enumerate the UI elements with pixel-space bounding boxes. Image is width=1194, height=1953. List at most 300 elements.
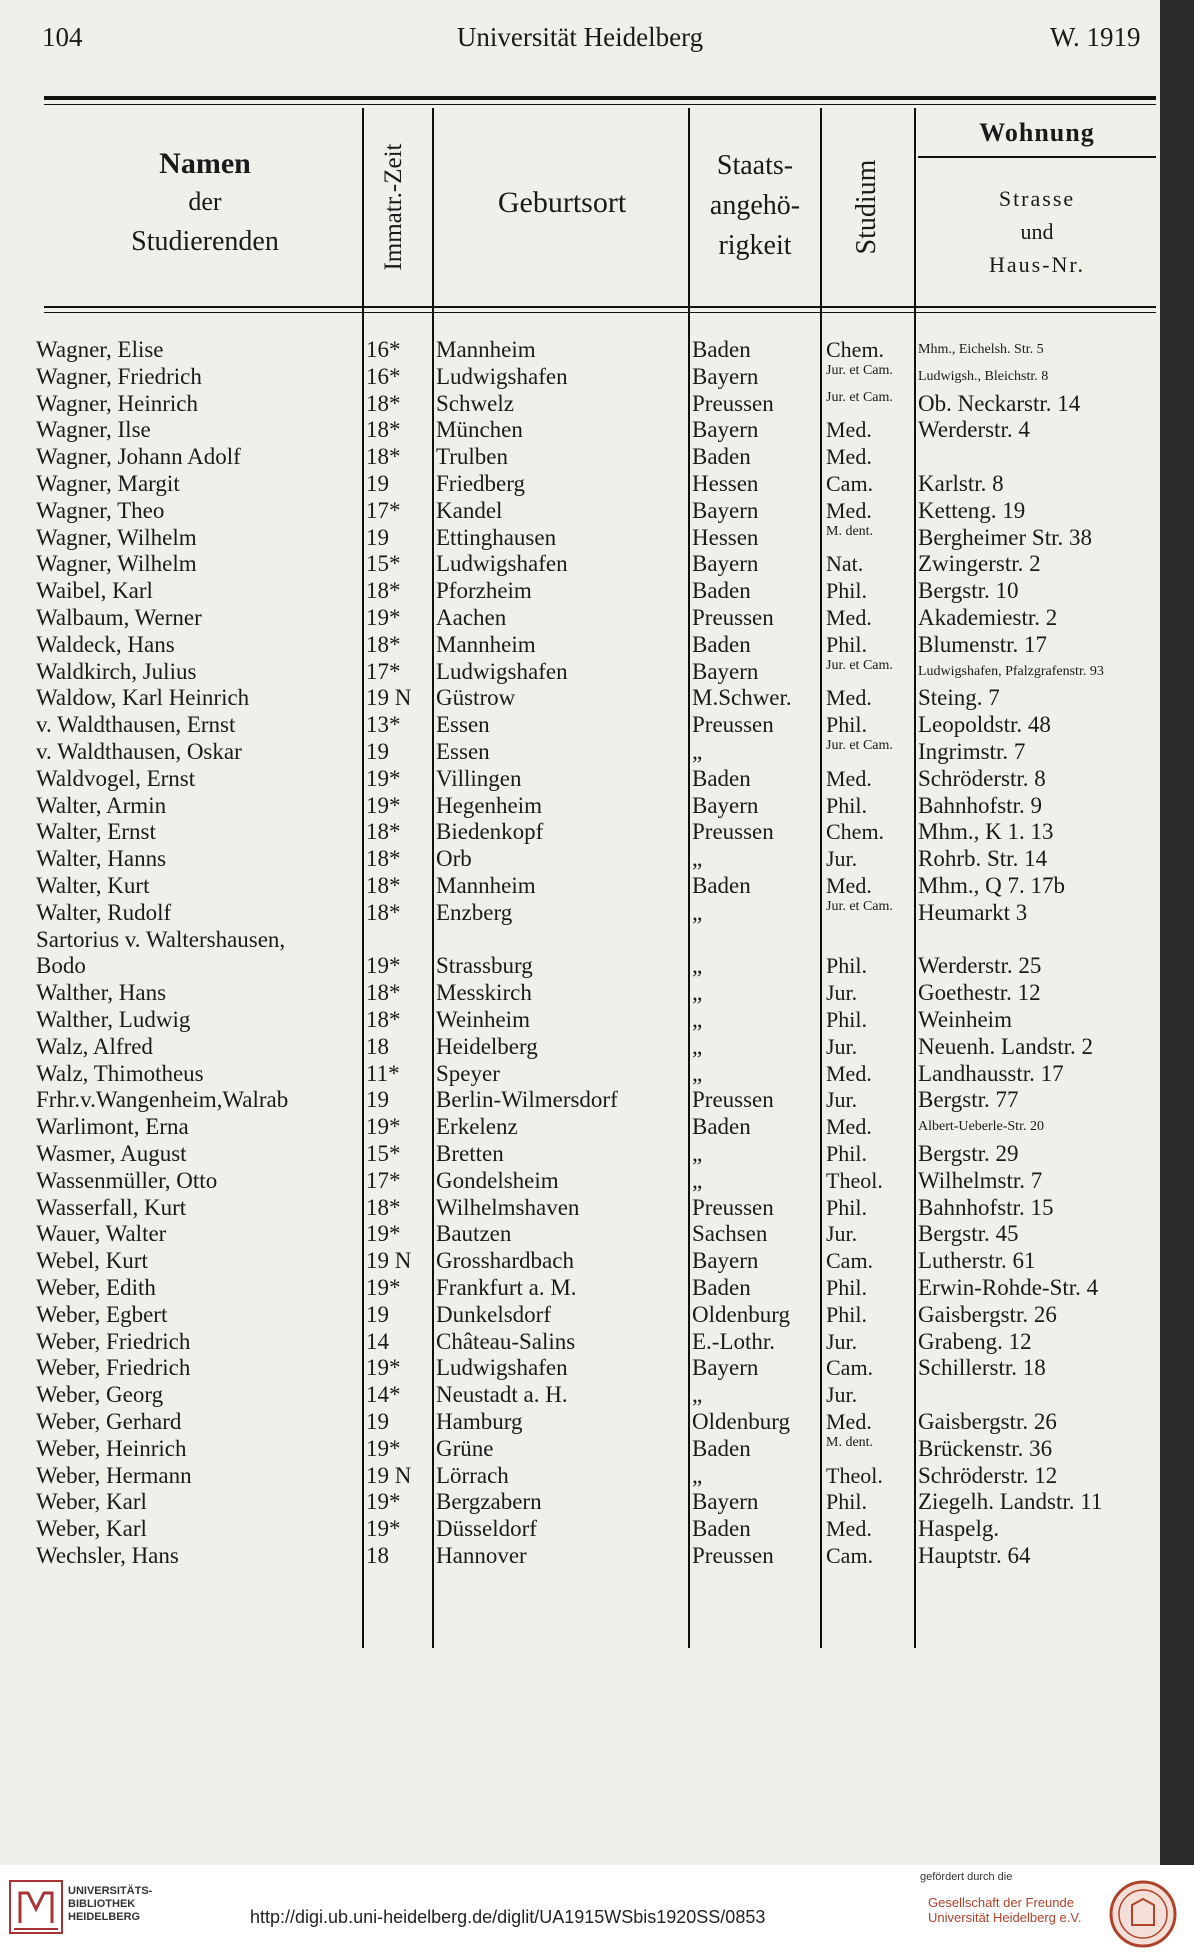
cell-studium: Med. <box>826 1060 872 1086</box>
cell-name: Walter, Ernst <box>36 819 156 845</box>
header-wohnung-sub: Strasse und Haus-Nr. <box>988 186 1086 277</box>
cell-wohnung: Mhm., Q 7. 17b <box>918 873 1065 898</box>
cell-immatr: 19 <box>366 471 389 496</box>
cell-name: Wagner, Margit <box>36 471 180 496</box>
cell-geburtsort: Strassburg <box>436 953 533 979</box>
cell-immatr: 18* <box>366 873 401 898</box>
cell-geburtsort: Friedberg <box>436 471 526 496</box>
cell-immatr: 19* <box>366 765 401 791</box>
cell-geburtsort: Enzberg <box>436 899 513 925</box>
cell-immatr: 19* <box>366 792 401 818</box>
cell-immatr: 19* <box>366 1435 401 1461</box>
cell-staat: Baden <box>692 1114 751 1140</box>
cell-wohnung: Rohrb. Str. 14 <box>918 846 1048 872</box>
cell-wohnung: Bergstr. 10 <box>918 578 1019 604</box>
cell-name: Weber, Friedrich <box>36 1355 191 1381</box>
cell-name: Wechsler, Hans <box>36 1543 179 1568</box>
header-namen: Namen der Studierenden <box>131 147 279 257</box>
cell-immatr: 19* <box>366 605 401 630</box>
source-url[interactable]: http://digi.ub.uni-heidelberg.de/diglit/UA1915WSbis1920SS/0853 <box>250 1907 766 1927</box>
cell-name: Wagner, Elise <box>36 337 164 362</box>
table-row <box>0 1329 1160 1356</box>
table-row <box>0 980 1160 1007</box>
cell-immatr: 19 N <box>366 1462 412 1488</box>
cell-name: Waibel, Karl <box>36 578 153 604</box>
header-bottom-rule <box>44 306 1156 308</box>
header-geburtsort: Geburtsort <box>497 186 627 219</box>
cell-geburtsort: Trulben <box>436 444 508 470</box>
cell-staat: Baden <box>692 873 751 898</box>
cell-studium: Med. <box>826 497 872 523</box>
cell-studium: Med. <box>826 1516 872 1542</box>
cell-wohnung: Ingrimstr. 7 <box>918 739 1026 764</box>
cell-name: Weber, Karl <box>36 1516 147 1542</box>
cell-staat: Bayern <box>692 497 759 523</box>
cell-wohnung: Goethestr. 12 <box>918 980 1041 1006</box>
cell-immatr: 18* <box>366 417 401 443</box>
table-row <box>0 632 1160 659</box>
cell-name: Wauer, Walter <box>36 1221 167 1247</box>
cell-wohnung: Mhm., Eichelsh. Str. 5 <box>918 342 1044 357</box>
table-row <box>0 846 1160 873</box>
page-number: 104 <box>42 22 83 52</box>
cell-studium: Phil. <box>826 1141 867 1166</box>
cell-staat: „ <box>692 1462 703 1488</box>
cell-staat: Baden <box>692 765 751 791</box>
cell-studium: Jur. <box>826 1221 858 1247</box>
cell-staat: Baden <box>692 337 751 362</box>
cell-geburtsort: Messkirch <box>436 980 532 1006</box>
cell-staat: Oldenburg <box>692 1301 790 1327</box>
table-row <box>0 551 1160 578</box>
cell-studium: Jur. et Cam. <box>826 738 893 753</box>
cell-immatr: 19* <box>366 1275 401 1300</box>
cell-staat: Baden <box>692 1435 751 1461</box>
cell-geburtsort: Frankfurt a. M. <box>436 1275 577 1300</box>
cell-staat: Baden <box>692 631 751 657</box>
cell-wohnung: Karlstr. 8 <box>918 471 1004 496</box>
cell-staat: Bayern <box>692 551 759 577</box>
cell-immatr: 17* <box>366 497 401 523</box>
cell-staat: „ <box>692 1060 703 1086</box>
table-row <box>0 471 1160 498</box>
cell-geburtsort: Ettinghausen <box>436 524 557 550</box>
cell-geburtsort: Bergzabern <box>436 1489 542 1515</box>
table-row <box>0 900 1160 927</box>
cell-staat: Bayern <box>692 792 759 818</box>
table-row <box>0 1007 1160 1034</box>
table-row <box>0 766 1160 793</box>
cell-wohnung: Bahnhofstr. 15 <box>918 1194 1054 1220</box>
cell-name: Waldkirch, Julius <box>36 658 197 684</box>
table-row <box>0 712 1160 739</box>
cell-studium: Cam. <box>826 1248 874 1274</box>
cell-immatr: 11* <box>366 1060 400 1086</box>
table-row <box>0 1436 1160 1463</box>
sponsor-intro: gefördert durch die <box>920 1871 1013 1883</box>
semester-label: W. 1919 <box>1050 22 1141 52</box>
library-logo-icon <box>8 1879 64 1935</box>
cell-immatr: 19* <box>366 1516 401 1542</box>
cell-studium: Jur. et Cam. <box>826 898 893 914</box>
cell-geburtsort: Gondelsheim <box>436 1167 559 1193</box>
cell-name: Wasserfall, Kurt <box>36 1194 187 1220</box>
cell-staat: „ <box>692 953 703 979</box>
cell-staat: Bayern <box>692 1489 759 1515</box>
header-studium: Studium <box>851 159 882 255</box>
cell-name: Walter, Hanns <box>36 846 167 872</box>
cell-wohnung: Ludwigsh., Bleichstr. 8 <box>918 368 1049 384</box>
cell-wohnung: Grabeng. 12 <box>918 1328 1032 1354</box>
cell-studium: Med. <box>826 1114 872 1140</box>
table-row <box>0 1355 1160 1382</box>
cell-name: Sartorius v. Waltershausen, <box>36 926 286 952</box>
cell-geburtsort: Château-Salins <box>436 1328 576 1354</box>
cell-staat: Preussen <box>692 390 774 416</box>
cell-staat: „ <box>692 980 703 1006</box>
table-top-rule <box>44 96 1156 100</box>
cell-staat: Oldenburg <box>692 1409 790 1434</box>
cell-wohnung: Neuenh. Landstr. 2 <box>918 1033 1094 1059</box>
cell-geburtsort: Ludwigshafen <box>436 363 568 389</box>
cell-wohnung: Landhausstr. 17 <box>918 1060 1064 1086</box>
cell-wohnung: Ziegelh. Landstr. 11 <box>918 1489 1103 1515</box>
cell-name: Wasmer, August <box>36 1141 187 1166</box>
cell-studium: M. dent. <box>826 1434 874 1450</box>
cell-wohnung: Erwin-Rohde-Str. 4 <box>918 1275 1099 1300</box>
cell-wohnung: Bergstr. 29 <box>918 1141 1019 1166</box>
cell-staat: „ <box>692 899 703 925</box>
cell-geburtsort: Aachen <box>436 605 507 630</box>
cell-studium: Jur. <box>826 1328 858 1354</box>
cell-name: Walther, Hans <box>36 980 167 1006</box>
cell-studium: Chem. <box>826 337 885 362</box>
table-top-rule-thin <box>44 104 1156 105</box>
cell-staat: Baden <box>692 1275 751 1300</box>
cell-name: Wagner, Friedrich <box>36 363 202 389</box>
table-row <box>0 927 1160 954</box>
cell-wohnung: Akademiestr. 2 <box>918 605 1058 630</box>
cell-name: Waldeck, Hans <box>36 631 175 657</box>
cell-geburtsort: Bretten <box>436 1141 504 1166</box>
cell-immatr: 18* <box>366 444 401 470</box>
cell-staat: Baden <box>692 444 751 470</box>
cell-geburtsort: Ludwigshafen <box>436 1355 568 1381</box>
cell-studium: Phil. <box>826 1275 867 1300</box>
cell-wohnung: Bergstr. 45 <box>918 1221 1019 1247</box>
cell-immatr: 19 <box>366 1087 389 1113</box>
table-row <box>0 1409 1160 1436</box>
cell-staat: „ <box>692 846 703 872</box>
cell-name: Walther, Ludwig <box>36 1007 191 1032</box>
table-row <box>0 578 1160 605</box>
header-staatsangehoerigkeit: Staats- angehö- rigkeit <box>709 150 801 261</box>
cell-studium: Phil. <box>826 1489 867 1515</box>
table-row <box>0 739 1160 766</box>
header-immatr-zeit: Immatr.-Zeit <box>380 143 407 271</box>
cell-studium: Jur. et Cam. <box>826 389 893 405</box>
cell-name: Weber, Gerhard <box>36 1409 182 1434</box>
cell-immatr: 18 <box>366 1033 389 1059</box>
cell-immatr: 18* <box>366 819 401 845</box>
cell-immatr: 18* <box>366 1194 401 1220</box>
table-row <box>0 1087 1160 1114</box>
cell-wohnung: Wilhelmstr. 7 <box>918 1167 1043 1193</box>
cell-name: Weber, Georg <box>36 1382 164 1408</box>
cell-immatr: 19* <box>366 1114 401 1140</box>
cell-name: v. Waldthausen, Ernst <box>36 712 236 738</box>
cell-staat: Hessen <box>692 471 759 496</box>
cell-geburtsort: Ludwigshafen <box>436 658 568 684</box>
table-row <box>0 498 1160 525</box>
cell-immatr: 19* <box>366 1489 401 1515</box>
cell-geburtsort: Erkelenz <box>436 1114 518 1140</box>
cell-geburtsort: Orb <box>436 846 472 872</box>
cell-geburtsort: Essen <box>436 712 490 738</box>
cell-staat: Bayern <box>692 658 759 684</box>
cell-immatr: 19 N <box>366 1248 412 1274</box>
running-title: Universität Heidelberg <box>456 22 704 52</box>
cell-studium: Phil. <box>826 792 867 818</box>
cell-wohnung: Ob. Neckarstr. 14 <box>918 390 1081 416</box>
cell-studium: Jur. <box>826 1382 858 1408</box>
cell-geburtsort: Hegenheim <box>436 792 543 818</box>
footer-bar <box>0 1865 1194 1953</box>
cell-geburtsort: Dunkelsdorf <box>436 1301 551 1327</box>
cell-geburtsort: Weinheim <box>436 1007 530 1032</box>
cell-studium: Cam. <box>826 1355 874 1381</box>
table-row <box>0 1275 1160 1302</box>
cell-studium: Jur. et Cam. <box>826 362 893 378</box>
cell-wohnung: Brückenstr. 36 <box>918 1435 1053 1461</box>
cell-name: Walz, Alfred <box>36 1033 153 1059</box>
cell-wohnung: Steing. 7 <box>918 685 1000 711</box>
cell-staat: Baden <box>692 578 751 604</box>
cell-wohnung: Bergheimer Str. 38 <box>918 524 1092 550</box>
cell-name: Waldvogel, Ernst <box>36 765 196 791</box>
cell-studium: Nat. <box>826 551 864 577</box>
cell-geburtsort: Güstrow <box>436 685 516 711</box>
cell-wohnung: Ludwigshafen, Pfalzgrafenstr. 93 <box>918 663 1104 679</box>
cell-studium: Jur. <box>826 1033 858 1059</box>
cell-studium: Theol. <box>826 1167 883 1193</box>
cell-immatr: 18* <box>366 899 401 925</box>
cell-staat: Preussen <box>692 819 774 845</box>
cell-geburtsort: Düsseldorf <box>436 1516 537 1542</box>
cell-geburtsort: München <box>436 417 523 443</box>
cell-immatr: 16* <box>366 363 401 389</box>
cell-wohnung: Schillerstr. 18 <box>918 1355 1046 1381</box>
cell-geburtsort: Ludwigshafen <box>436 551 568 577</box>
header-bottom-rule-thin <box>44 312 1156 313</box>
cell-name: Bodo <box>36 953 86 979</box>
cell-geburtsort: Bautzen <box>436 1221 512 1247</box>
table-row <box>0 525 1160 552</box>
cell-name: Wagner, Wilhelm <box>36 524 197 550</box>
table-row <box>0 605 1160 632</box>
cell-studium: Phil. <box>826 578 867 604</box>
cell-staat: „ <box>692 1033 703 1059</box>
table-row <box>0 1463 1160 1490</box>
table-row <box>0 417 1160 444</box>
cell-studium: Med. <box>826 765 872 791</box>
cell-staat: Bayern <box>692 363 759 389</box>
table-row <box>0 1302 1160 1329</box>
table-row <box>0 1061 1160 1088</box>
cell-wohnung: Zwingerstr. 2 <box>918 551 1041 577</box>
cell-name: Wagner, Wilhelm <box>36 551 197 577</box>
cell-wohnung: Lutherstr. 61 <box>918 1248 1036 1274</box>
cell-staat: Bayern <box>692 1355 759 1381</box>
table-row <box>0 953 1160 980</box>
scan-edge <box>1160 0 1194 1865</box>
cell-wohnung: Schröderstr. 12 <box>918 1462 1058 1488</box>
table-row <box>0 1516 1160 1543</box>
cell-wohnung: Gaisbergstr. 26 <box>918 1409 1057 1434</box>
cell-immatr: 18* <box>366 631 401 657</box>
table-row <box>0 391 1160 418</box>
cell-geburtsort: Mannheim <box>436 873 536 898</box>
cell-wohnung: Haspelg. <box>918 1516 1000 1542</box>
cell-staat: Preussen <box>692 605 774 630</box>
cell-geburtsort: Mannheim <box>436 631 536 657</box>
cell-immatr: 19 <box>366 1301 389 1327</box>
table-row <box>0 1141 1160 1168</box>
cell-geburtsort: Kandel <box>436 497 503 523</box>
cell-name: Webel, Kurt <box>36 1248 148 1274</box>
cell-wohnung: Hauptstr. 64 <box>918 1543 1031 1568</box>
cell-staat: Preussen <box>692 712 774 738</box>
cell-geburtsort: Neustadt a. H. <box>436 1382 568 1408</box>
cell-staat: „ <box>692 1382 703 1408</box>
cell-name: Frhr.v.Wangenheim,Walrab <box>36 1087 289 1113</box>
table-row <box>0 444 1160 471</box>
cell-wohnung: Mhm., K 1. 13 <box>918 819 1054 845</box>
cell-wohnung: Weinheim <box>918 1007 1012 1032</box>
cell-immatr: 16* <box>366 337 401 362</box>
cell-immatr: 18* <box>366 1007 401 1032</box>
table-row <box>0 1034 1160 1061</box>
cell-wohnung: Werderstr. 4 <box>918 417 1030 443</box>
cell-geburtsort: Schwelz <box>436 390 514 416</box>
cell-immatr: 13* <box>366 712 401 738</box>
cell-wohnung: Ketteng. 19 <box>918 497 1026 523</box>
cell-staat: Preussen <box>692 1543 774 1568</box>
cell-geburtsort: Essen <box>436 739 490 764</box>
cell-wohnung: Bahnhofstr. 9 <box>918 792 1042 818</box>
cell-wohnung: Blumenstr. 17 <box>918 631 1048 657</box>
cell-name: v. Waldthausen, Oskar <box>36 739 242 764</box>
cell-name: Wagner, Johann Adolf <box>36 444 241 470</box>
cell-immatr: 18* <box>366 846 401 872</box>
cell-name: Weber, Heinrich <box>36 1435 187 1461</box>
cell-name: Weber, Friedrich <box>36 1328 191 1354</box>
table-row <box>0 1114 1160 1141</box>
cell-geburtsort: Heidelberg <box>436 1033 538 1059</box>
cell-name: Weber, Egbert <box>36 1301 168 1327</box>
cell-staat: „ <box>692 1167 703 1193</box>
cell-name: Wagner, Theo <box>36 497 165 523</box>
table-row <box>0 659 1160 686</box>
cell-immatr: 19* <box>366 1221 401 1247</box>
cell-studium: Cam. <box>826 1543 874 1568</box>
cell-studium: Jur. et Cam. <box>826 657 893 673</box>
table-row <box>0 873 1160 900</box>
cell-geburtsort: Lörrach <box>436 1462 509 1488</box>
cell-immatr: 19 N <box>366 685 412 711</box>
table-row <box>0 1382 1160 1409</box>
cell-name: Warlimont, Erna <box>36 1114 189 1140</box>
cell-staat: Bayern <box>692 1248 759 1274</box>
cell-geburtsort: Hannover <box>436 1543 527 1568</box>
cell-name: Walbaum, Werner <box>36 605 202 630</box>
cell-geburtsort: Biedenkopf <box>436 819 544 845</box>
table-row <box>0 1195 1160 1222</box>
cell-name: Wassenmüller, Otto <box>36 1167 218 1193</box>
table-row <box>0 1489 1160 1516</box>
cell-staat: „ <box>692 739 703 764</box>
cell-staat: Sachsen <box>692 1221 768 1247</box>
cell-studium: Phil. <box>826 1007 867 1032</box>
cell-geburtsort: Grüne <box>436 1435 494 1461</box>
cell-studium: Phil. <box>826 1194 867 1220</box>
cell-immatr: 18* <box>366 980 401 1006</box>
cell-geburtsort: Hamburg <box>436 1409 523 1434</box>
cell-staat: Baden <box>692 1516 751 1542</box>
cell-name: Weber, Karl <box>36 1489 147 1515</box>
table-row <box>0 793 1160 820</box>
cell-name: Weber, Edith <box>36 1275 156 1300</box>
cell-wohnung: Heumarkt 3 <box>918 899 1028 925</box>
cell-studium: Med. <box>826 685 872 711</box>
table-row <box>0 1221 1160 1248</box>
cell-staat: Hessen <box>692 524 759 550</box>
cell-immatr: 14* <box>366 1382 401 1408</box>
table-row <box>0 685 1160 712</box>
cell-immatr: 19 <box>366 739 389 764</box>
cell-wohnung: Albert-Ueberle-Str. 20 <box>918 1119 1044 1135</box>
cell-studium: Med. <box>826 605 872 630</box>
table-row <box>0 819 1160 846</box>
table-row <box>0 1248 1160 1275</box>
cell-wohnung: Werderstr. 25 <box>918 953 1042 979</box>
university-seal-icon <box>1108 1879 1178 1949</box>
table-row <box>0 1168 1160 1195</box>
cell-studium: Theol. <box>826 1462 883 1488</box>
cell-studium: Med. <box>826 417 872 443</box>
cell-wohnung: Gaisbergstr. 26 <box>918 1301 1057 1327</box>
cell-studium: Jur. <box>826 980 858 1006</box>
cell-name: Walz, Thimotheus <box>36 1060 204 1086</box>
cell-studium: Phil. <box>826 1301 867 1327</box>
cell-studium: Chem. <box>826 819 885 845</box>
cell-name: Walter, Armin <box>36 792 167 818</box>
cell-studium: Jur. <box>826 1087 858 1113</box>
cell-immatr: 19 <box>366 1409 389 1434</box>
cell-immatr: 17* <box>366 1167 401 1193</box>
cell-staat: M.Schwer. <box>692 685 792 711</box>
cell-name: Walter, Rudolf <box>36 899 172 925</box>
cell-studium: Med. <box>826 1409 872 1434</box>
cell-studium: Jur. <box>826 846 858 872</box>
cell-staat: Preussen <box>692 1087 774 1113</box>
cell-studium: Phil. <box>826 712 867 738</box>
table-row <box>0 337 1160 364</box>
table-row <box>0 1543 1160 1570</box>
cell-studium: Phil. <box>826 631 867 657</box>
cell-studium: Phil. <box>826 953 867 979</box>
cell-staat: Preussen <box>692 1194 774 1220</box>
